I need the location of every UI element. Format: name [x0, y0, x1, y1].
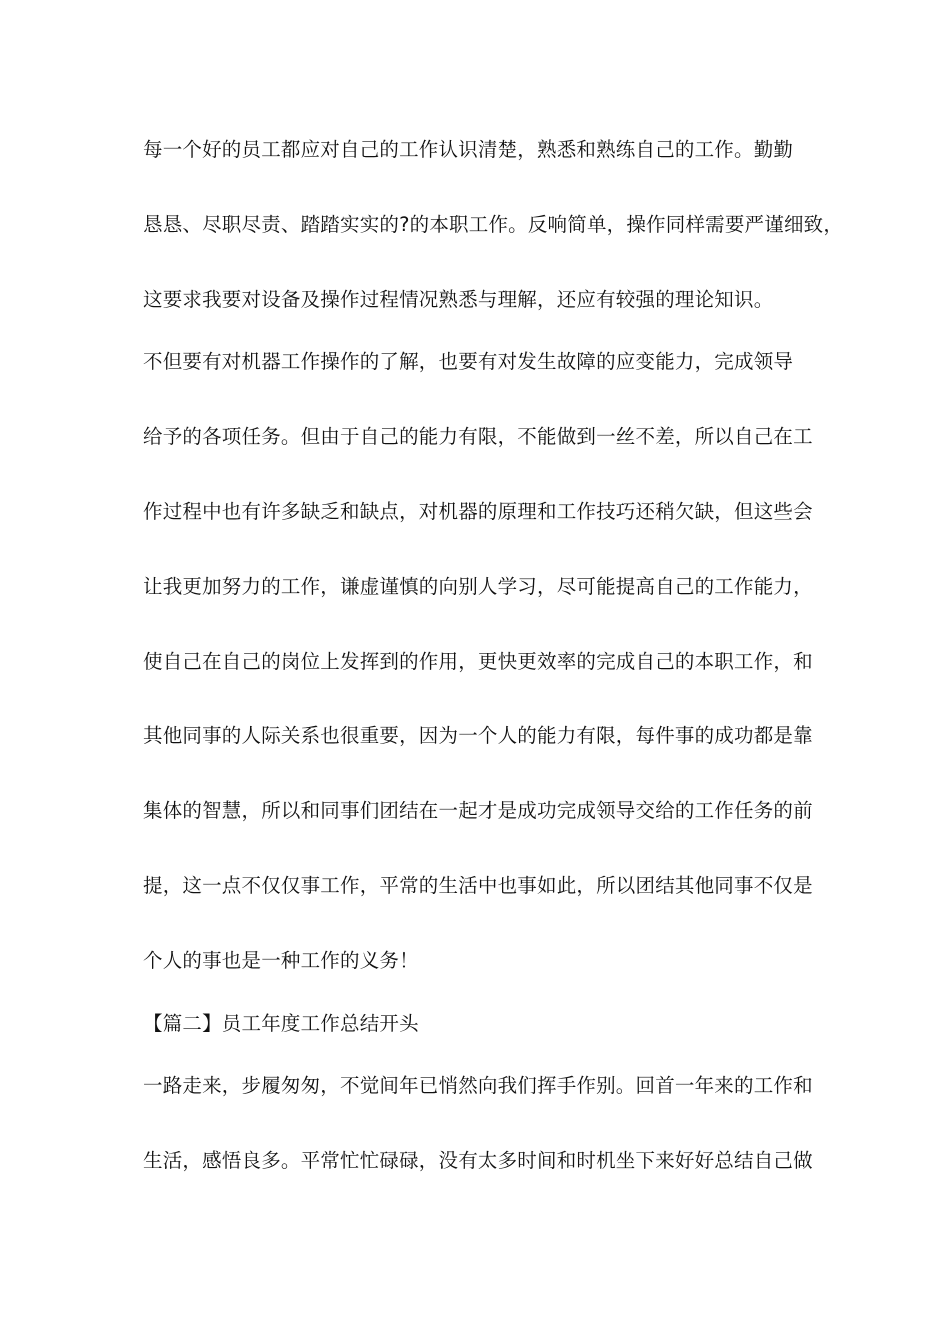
paragraph-line: 给予的各项任务。但由于自己的能力有限，不能做到一丝不差，所以自己在工: [143, 425, 813, 448]
paragraph-line: 让我更加努力的工作，谦虚谨慎的向别人学习，尽可能提高自己的工作能力，: [143, 575, 813, 598]
paragraph-line: 其他同事的人际关系也很重要，因为一个人的能力有限，每件事的成功都是靠: [143, 724, 813, 747]
section-heading: 【篇二】员工年度工作总结开头: [143, 1012, 419, 1035]
paragraph-line: 使自己在自己的岗位上发挥到的作用，更快更效率的完成自己的本职工作，和: [143, 650, 813, 673]
paragraph-line: 生活，感悟良多。平常忙忙碌碌，没有太多时间和时机坐下来好好总结自己做: [143, 1149, 813, 1172]
paragraph-line: 不但要有对机器工作操作的了解，也要有对发生故障的应变能力，完成领导: [143, 350, 794, 373]
paragraph-line: 集体的智慧，所以和同事们团结在一起才是成功完成领导交给的工作任务的前: [143, 799, 813, 822]
paragraph-line: 恳恳、尽职尽责、踏踏实实的?的本职工作。反响简单，操作同样需要严谨细致，: [143, 213, 844, 236]
paragraph-line: 一路走来，步履匆匆，不觉间年已悄然向我们挥手作别。回首一年来的工作和: [143, 1074, 813, 1097]
paragraph-line: 这要求我要对设备及操作过程情况熟悉与理解，还应有较强的理论知识。: [143, 288, 774, 311]
paragraph-line: 作过程中也有许多缺乏和缺点，对机器的原理和工作技巧还稍欠缺，但这些会: [143, 500, 813, 523]
paragraph-line: 每一个好的员工都应对自己的工作认识清楚，熟悉和熟练自己的工作。勤勤: [143, 138, 794, 161]
paragraph-line: 个人的事也是一种工作的义务！: [143, 949, 419, 972]
paragraph-line: 提，这一点不仅仅事工作，平常的生活中也事如此，所以团结其他同事不仅是: [143, 874, 813, 897]
